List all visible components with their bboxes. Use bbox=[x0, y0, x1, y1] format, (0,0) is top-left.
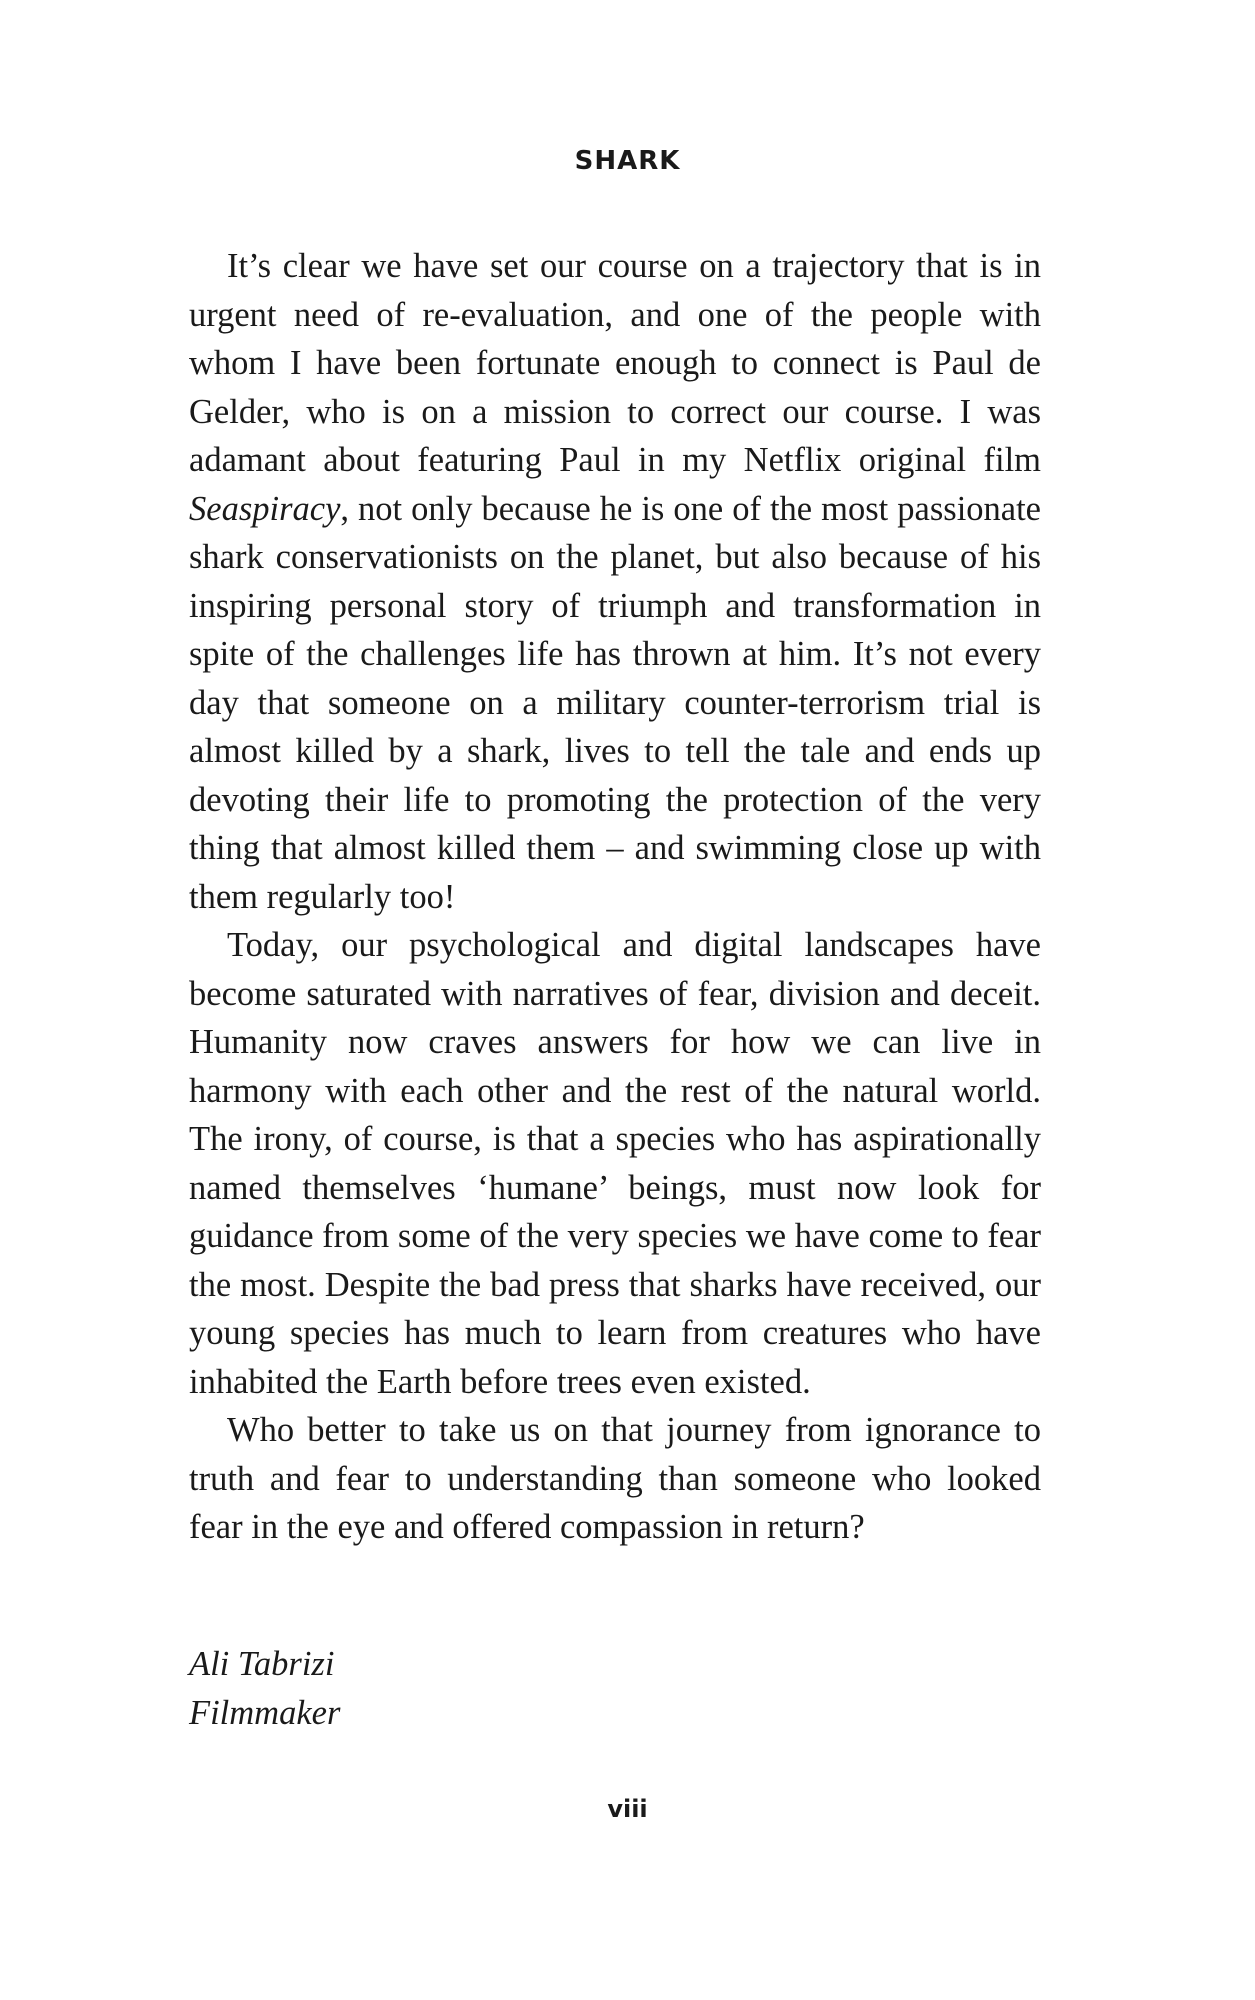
paragraph-1-text-end: , not only because he is one of the most passionate shark conservationists on the planet, but also because of his inspiring personal story of triumph and transformation in spite of the challenges life has thrown at him. It’s not every day that someone on a military counter-terrorism trial is almost killed by a shark, lives to tell the tale and ends up devoting their life to promoting the protection of the very thing that almost killed them – and swimming close up with them regularly too! bbox=[189, 489, 1041, 916]
author-role: Filmmaker bbox=[189, 1693, 341, 1732]
paragraph-1 bbox=[189, 242, 1041, 921]
body-text bbox=[189, 242, 1041, 1552]
paragraph-3: Who better to take us on that journey from ignorance to truth and fear to understanding than someone who looked fear in the eye and offered compassion in return? bbox=[189, 1411, 1041, 1546]
paragraph-1-text-start: It’s clear we have set our course on a trajectory that is in urgent need of re-evaluation, and one of the people with whom I have been fortunate enough to connect is Paul de Gelder, who is on a mission to correct our course. I was adamant about featuring Paul in my Netflix original film bbox=[189, 247, 1041, 479]
film-title: Seaspiracy bbox=[189, 489, 341, 528]
author-name: Ali Tabrizi bbox=[189, 1645, 335, 1683]
signature bbox=[189, 1640, 340, 1737]
running-head: SHARK bbox=[574, 146, 681, 176]
page-number: viii bbox=[607, 1795, 648, 1823]
paragraph-2: Today, our psychological and digital landscapes have become saturated with narratives of fear, division and deceit. Humanity now craves answers for how we can live in harmony with each other and the rest of the natural world. The irony, of course, is that a species who has aspirationally named themselves ‘humane’ beings, must now look for guidance from some of the very species we have come to fear the most. Despite the bad press that sharks have received, our young species has much to learn from creatures who have inhabited the Earth before trees even existed. bbox=[189, 926, 1041, 1401]
